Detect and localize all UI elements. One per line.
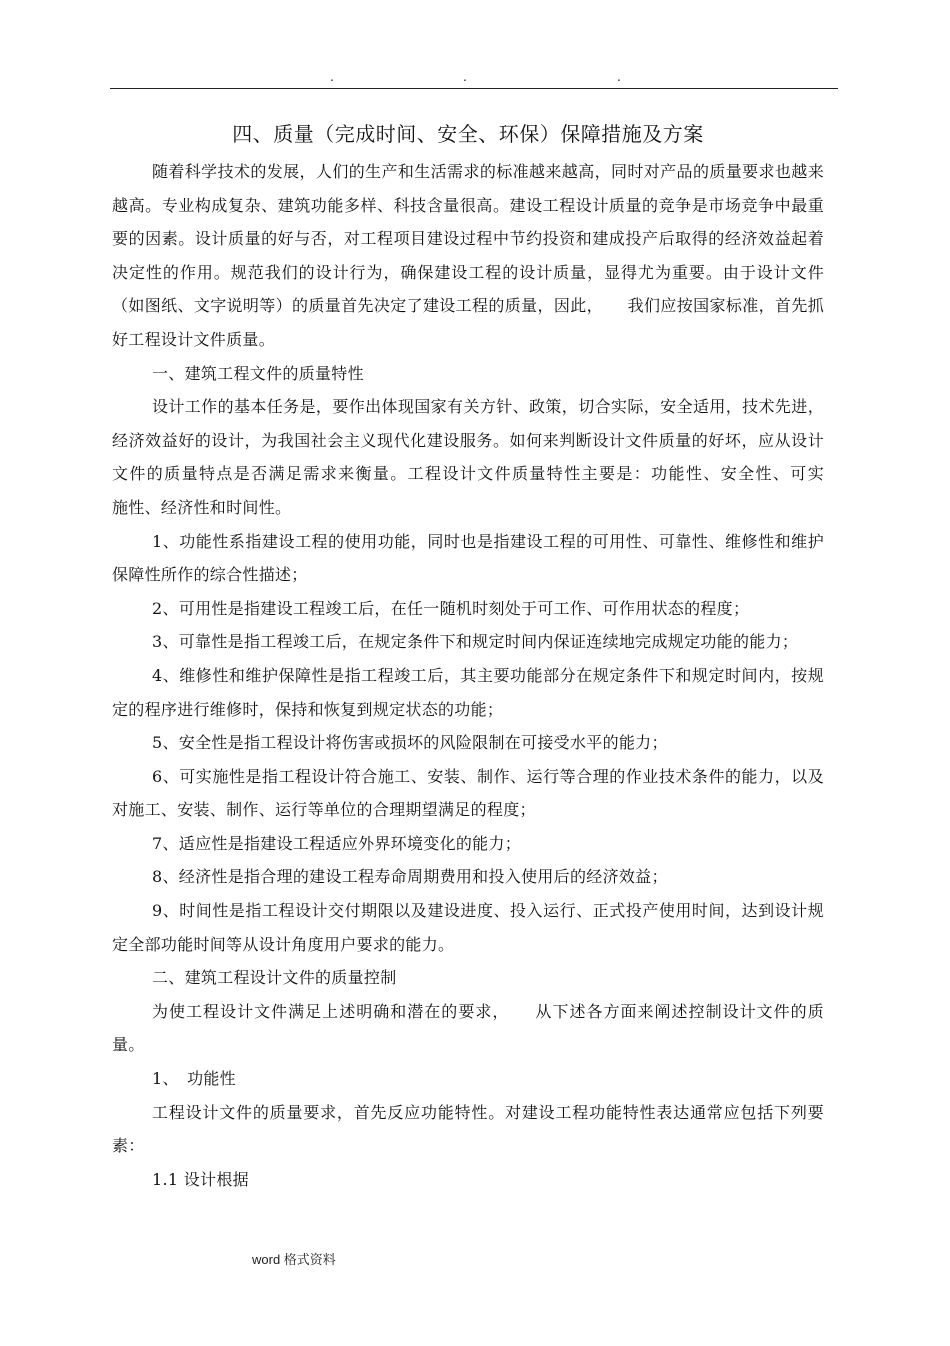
heading-quality-control: 二、建筑工程设计文件的质量控制 xyxy=(152,968,397,988)
list-item-availability: 2、可用性是指建设工程竣工后，在任一随机时刻处于可工作、可作用状态的程度； xyxy=(152,598,750,618)
paragraph-control-intro: 为使工程设计文件满足上述明确和潜在的要求， 从下述各方面来阐述控制设计文件的质量。 xyxy=(112,1001,824,1055)
section-title: 四、质量（完成时间、安全、环保）保障措施及方案 xyxy=(232,122,704,146)
list-item-economy: 8、经济性是指合理的建设工程寿命周期费用和投入使用后的经济效益； xyxy=(152,867,668,887)
heading-quality-characteristics: 一、建筑工程文件的质量特性 xyxy=(152,363,364,383)
document-body xyxy=(112,118,857,1196)
header-dot: . xyxy=(617,70,621,84)
list-item-adaptability: 7、适应性是指建设工程适应外界环境变化的能力； xyxy=(152,833,522,853)
list-item-functionality: 1、功能性系指建设工程的使用功能，同时也是指建设工程的可用性、可靠性、维修性和维护保障性所作的综合性描述； xyxy=(112,531,824,585)
paragraph-intro: 随着科学技术的发展，人们的生产和生活需求的标准越来越高，同时对产品的质量要求也越来越高。专业构成复杂、建筑功能多样、科技含量很高。建设工程设计质量的竞争是市场竞争中最重要的因素。设计质量的好与否，对工程项目建设过程中节约投资和建成投产后取得的经济效益起着决定性的作用。规范我们的设计行为，确保建设工程的设计质量，显得尤为重要。由于设计文件（如图纸、文字说明等）的质量首先决定了建设工程的质量，因此， 我们应按国家标准，首先抓好工程设计文件质量。 xyxy=(112,162,824,349)
list-item-maintainability: 4、维修性和维护保障性是指工程竣工后，其主要功能部分在规定条件下和规定时间内，按规定的程序进行维修时，保持和恢复到规定状态的功能； xyxy=(112,665,824,719)
list-item-safety: 5、安全性是指工程设计将伤害或损坏的风险限制在可接受水平的能力； xyxy=(152,733,668,753)
header-dot: . xyxy=(330,70,334,84)
page-footer: word 格式资料 xyxy=(252,1252,336,1267)
subheading-design-basis: 1.1 设计根据 xyxy=(152,1169,249,1189)
list-item-timeliness: 9、时间性是指工程设计交付期限以及建设进度、投入运行、正式投产使用时间，达到设计规定全部功能时间等从设计角度用户要求的能力。 xyxy=(112,901,824,954)
list-item-reliability: 3、可靠性是指工程竣工后，在规定条件下和规定时间内保证连续地完成规定功能的能力； xyxy=(152,632,799,652)
paragraph-functional-requirements: 工程设计文件的质量要求，首先反应功能特性。对建设工程功能特性表达通常应包括下列要素： xyxy=(112,1102,824,1156)
header-rule xyxy=(110,88,838,89)
header-dots xyxy=(0,70,950,84)
list-item-implementability: 6、可实施性是指工程设计符合施工、安装、制作、运行等合理的作业技术条件的能力，以及对施工、安装、制作、运行等单位的合理期望满足的程度； xyxy=(112,766,824,820)
paragraph-basic-task: 设计工作的基本任务是，要作出体现国家有关方针、政策，切合实际，安全适用，技术先进，经济效益好的设计，为我国社会主义现代化建设服务。如何来判断设计文件质量的好坏，应从设计文件的质量特点是否满足需求来衡量。工程设计文件质量特性主要是：功能性、安全性、可实 施性、经济性和时间性。 xyxy=(112,397,857,517)
header-dot: . xyxy=(463,70,467,84)
subheading-functionality: 1、 功能性 xyxy=(152,1069,236,1089)
